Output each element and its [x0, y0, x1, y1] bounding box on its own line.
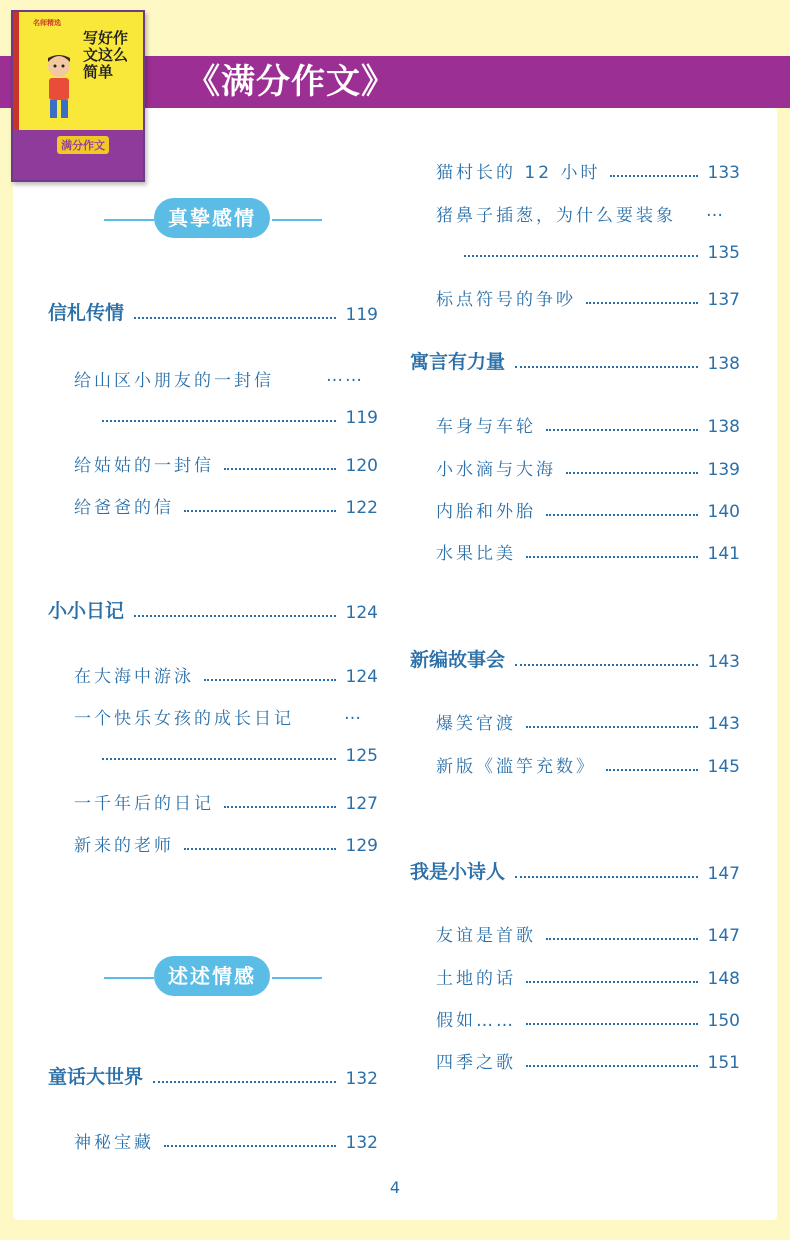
- toc-section-title: 小小日记: [48, 600, 125, 622]
- toc-section[interactable]: [410, 857, 740, 884]
- heading-line-right: [272, 977, 322, 979]
- leader-dots: [526, 556, 698, 558]
- toc-section[interactable]: [48, 298, 378, 325]
- toc-item[interactable]: [436, 412, 740, 437]
- toc-page-number: 124: [345, 603, 378, 623]
- toc-item-trail: ……: [326, 366, 364, 386]
- leader-dots: [546, 938, 698, 940]
- toc-section-title: 信札传情: [48, 302, 125, 324]
- toc-section[interactable]: [48, 1062, 378, 1089]
- toc-item[interactable]: [436, 921, 740, 946]
- heading-line-left: [104, 219, 154, 221]
- toc-item[interactable]: [74, 451, 378, 476]
- leader-dots: [184, 848, 336, 850]
- toc-item-title: 猪鼻子插葱，为什么要装象: [436, 206, 676, 226]
- toc-page-number: 119: [345, 305, 378, 325]
- section-heading-pill: 述述情感: [154, 956, 270, 996]
- leader-dots: [546, 429, 698, 431]
- toc-item-title: 车身与车轮: [436, 417, 536, 437]
- toc-item-continuation[interactable]: [74, 408, 378, 428]
- toc-page-number: 135: [707, 243, 740, 263]
- leader-dots: [184, 510, 336, 512]
- toc-page-number: 124: [345, 667, 378, 687]
- toc-section-title: 新编故事会: [410, 649, 506, 671]
- leader-dots: [204, 679, 336, 681]
- toc-item-title: 小水滴与大海: [436, 460, 556, 480]
- heading-line-right: [272, 219, 322, 221]
- toc-item[interactable]: [74, 662, 378, 687]
- leader-dots: [526, 1023, 698, 1025]
- toc-item-title: 给山区小朋友的一封信: [74, 371, 274, 391]
- toc-page-number: 127: [345, 794, 378, 814]
- toc-page-number: 120: [345, 456, 378, 476]
- toc-item-title: 猫村长的 12 小时: [436, 163, 601, 183]
- toc-page-number: 138: [707, 417, 740, 437]
- heading-line-left: [104, 977, 154, 979]
- cover-badge: 满分作文: [57, 136, 109, 154]
- toc-section[interactable]: [410, 645, 740, 672]
- toc-page-number: 139: [707, 460, 740, 480]
- toc-section[interactable]: [48, 596, 378, 623]
- leader-dots: [515, 366, 698, 368]
- toc-item[interactable]: [74, 704, 378, 729]
- toc-page-number: 143: [707, 652, 740, 672]
- toc-item-title: 内胎和外胎: [436, 502, 536, 522]
- leader-dots: [610, 175, 697, 177]
- leader-dots: [526, 1065, 698, 1067]
- toc-item-title: 假如……: [436, 1011, 516, 1031]
- toc-item-continuation[interactable]: [436, 243, 740, 263]
- toc-item[interactable]: [436, 1048, 740, 1073]
- toc-item-title: 爆笑官渡: [436, 714, 516, 734]
- page-number: 4: [389, 1178, 401, 1197]
- toc-item[interactable]: [436, 201, 740, 226]
- toc-item-title: 新版《滥竽充数》: [436, 757, 596, 777]
- leader-dots: [153, 1081, 336, 1083]
- book-cover: [11, 10, 145, 182]
- toc-item-title: 新来的老师: [74, 836, 174, 856]
- cover-tag: 名师精选: [33, 19, 61, 27]
- toc-section-title: 我是小诗人: [410, 861, 506, 883]
- toc-item-title: 一千年后的日记: [74, 794, 214, 814]
- toc-page-number: 150: [707, 1011, 740, 1031]
- toc-page-number: 148: [707, 969, 740, 989]
- toc-item-continuation[interactable]: [74, 746, 378, 766]
- toc-item-title: 在大海中游泳: [74, 667, 194, 687]
- toc-page-number: 122: [345, 498, 378, 518]
- toc-item[interactable]: [436, 964, 740, 989]
- toc-item[interactable]: [436, 455, 740, 480]
- toc-page-number: 151: [707, 1053, 740, 1073]
- toc-section-title: 童话大世界: [48, 1066, 144, 1088]
- toc-page-number: 147: [707, 864, 740, 884]
- toc-item-title: 一个快乐女孩的成长日记: [74, 709, 294, 729]
- toc-item[interactable]: [436, 1006, 740, 1031]
- toc-item-trail: …: [344, 704, 363, 724]
- toc-page-number: 129: [345, 836, 378, 856]
- toc-page-number: 132: [345, 1069, 378, 1089]
- leader-dots: [224, 468, 336, 470]
- toc-item[interactable]: [436, 752, 740, 777]
- toc-page-number: 145: [707, 757, 740, 777]
- leader-dots: [526, 981, 698, 983]
- leader-dots: [464, 255, 698, 257]
- toc-item-title: 水果比美: [436, 544, 516, 564]
- toc-item[interactable]: [436, 539, 740, 564]
- toc-item[interactable]: [436, 709, 740, 734]
- leader-dots: [566, 472, 698, 474]
- toc-item[interactable]: [436, 497, 740, 522]
- toc-item[interactable]: [74, 831, 378, 856]
- cartoon-kid-icon: [39, 52, 79, 122]
- toc-item-trail: …: [706, 201, 725, 221]
- toc-page-number: 133: [707, 163, 740, 183]
- toc-page-number: 125: [345, 746, 378, 766]
- toc-page-number: 147: [707, 926, 740, 946]
- toc-page-number: 143: [707, 714, 740, 734]
- leader-dots: [586, 302, 698, 304]
- leader-dots: [134, 615, 336, 617]
- toc-page-number: 141: [707, 544, 740, 564]
- toc-item-title: 给姑姑的一封信: [74, 456, 214, 476]
- toc-item-title: 神秘宝藏: [74, 1133, 154, 1153]
- leader-dots: [526, 726, 698, 728]
- toc-item[interactable]: [74, 1128, 378, 1153]
- toc-item[interactable]: [74, 789, 378, 814]
- toc-item[interactable]: [436, 158, 740, 183]
- toc-section-title: 寓言有力量: [410, 351, 506, 373]
- toc-item[interactable]: [74, 493, 378, 518]
- toc-item-title: 土地的话: [436, 969, 516, 989]
- toc-page-number: 132: [345, 1133, 378, 1153]
- leader-dots: [515, 664, 698, 666]
- leader-dots: [515, 876, 698, 878]
- leader-dots: [134, 317, 336, 319]
- leader-dots: [102, 758, 336, 760]
- page-title: 《满分作文》: [186, 62, 396, 102]
- toc-item-title: 标点符号的争吵: [436, 290, 576, 310]
- toc-item[interactable]: [436, 285, 740, 310]
- leader-dots: [164, 1145, 336, 1147]
- leader-dots: [224, 806, 336, 808]
- toc-page-number: 140: [707, 502, 740, 522]
- toc-item-title: 给爸爸的信: [74, 498, 174, 518]
- leader-dots: [546, 514, 698, 516]
- toc-page-number: 119: [345, 408, 378, 428]
- leader-dots: [102, 420, 336, 422]
- cover-title: 写好作文这么简单: [83, 29, 129, 81]
- toc-section[interactable]: [410, 347, 740, 374]
- leader-dots: [606, 769, 698, 771]
- toc-page-number: 137: [707, 290, 740, 310]
- toc-item-title: 四季之歌: [436, 1053, 516, 1073]
- toc-item-title: 友谊是首歌: [436, 926, 536, 946]
- section-heading-pill: 真挚感情: [154, 198, 270, 238]
- toc-page-number: 138: [707, 354, 740, 374]
